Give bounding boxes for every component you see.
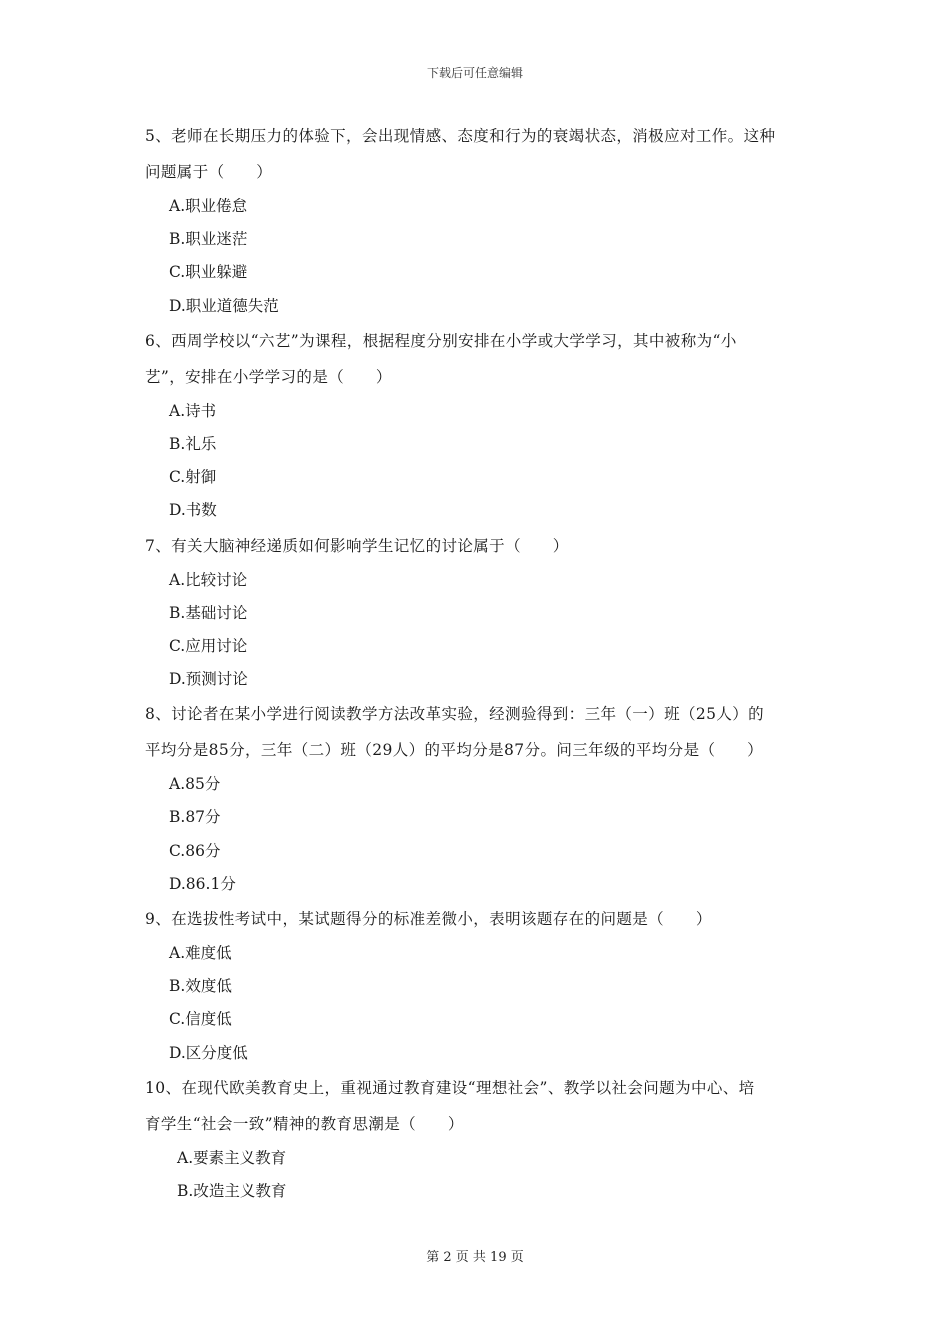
question-5 — [145, 118, 810, 323]
question-8 — [145, 696, 810, 901]
option-a: A.比较讨论 — [169, 570, 248, 589]
question-10 — [145, 1070, 810, 1208]
question-stem-line: 6、西周学校以“六艺”为课程，根据程度分别安排在小学或大学学习，其中被称为“小 — [145, 331, 737, 350]
question-stem-line: 5、老师在长期压力的体验下，会出现情感、态度和行为的衰竭状态，消极应对工作。这种 — [145, 127, 776, 145]
option-b: B.87分 — [169, 808, 221, 827]
option-b: B.礼乐 — [169, 434, 217, 453]
question-stem — [145, 696, 810, 768]
option-c: C.应用讨论 — [169, 636, 248, 655]
option-list — [145, 937, 810, 1070]
question-stem-line: 8、讨论者在某小学进行阅读教学方法改革实验，经测验得到：三年（一）班（25人）的 — [145, 705, 765, 724]
question-stem — [145, 323, 810, 395]
option-a: A.要素主义教育 — [177, 1148, 287, 1167]
question-stem — [145, 528, 810, 564]
option-d: D.86.1分 — [169, 874, 236, 893]
question-stem-line: 平均分是85分，三年（二）班（29人）的平均分是87分。问三年级的平均分是（ ） — [145, 741, 764, 760]
option-list — [145, 564, 810, 697]
page-header: 下载后可任意编辑 — [426, 66, 523, 80]
option-b: B.改造主义教育 — [177, 1181, 287, 1200]
question-stem — [145, 118, 810, 190]
question-stem-line: 9、在选拔性考试中，某试题得分的标准差微小，表明该题存在的问题是（ ） — [145, 910, 712, 928]
option-b: B.基础讨论 — [169, 603, 248, 622]
option-d: D.区分度低 — [169, 1043, 248, 1062]
page-footer: 第 2 页 共 19 页 — [426, 1250, 524, 1265]
option-b: B.职业迷茫 — [169, 230, 248, 249]
option-b: B.效度低 — [169, 977, 232, 996]
option-a: A.诗书 — [169, 401, 217, 420]
question-stem-line: 10、在现代欧美教育史上，重视通过教育建设“理想社会”、教学以社会问题为中心、培 — [145, 1078, 755, 1097]
question-stem-line: 7、有关大脑神经递质如何影响学生记忆的讨论属于（ ） — [145, 536, 569, 555]
option-d: D.预测讨论 — [169, 670, 248, 689]
option-a: A.85分 — [169, 775, 221, 794]
question-stem — [145, 901, 810, 937]
question-7 — [145, 528, 810, 697]
question-9 — [145, 901, 810, 1070]
question-stem-line: 育学生“社会一致”精神的教育思潮是（ ） — [145, 1114, 464, 1133]
option-c: C.射御 — [169, 468, 217, 487]
option-d: D.书数 — [169, 501, 217, 520]
option-list — [145, 1142, 810, 1208]
question-6 — [145, 323, 810, 528]
option-list — [145, 768, 810, 901]
question-stem-line: 艺”，安排在小学学习的是（ ） — [145, 367, 392, 386]
option-list — [145, 190, 810, 323]
option-a: A.难度低 — [169, 944, 232, 962]
option-a: A.职业倦怠 — [169, 197, 248, 215]
option-list — [145, 395, 810, 528]
option-c: C.86分 — [169, 841, 221, 860]
option-c: C.信度低 — [169, 1010, 232, 1029]
question-stem — [145, 1070, 810, 1142]
question-stem-line: 问题属于（ ） — [145, 163, 273, 181]
option-c: C.职业躲避 — [169, 263, 248, 282]
option-d: D.职业道德失范 — [169, 296, 279, 315]
question-list — [145, 118, 810, 1208]
